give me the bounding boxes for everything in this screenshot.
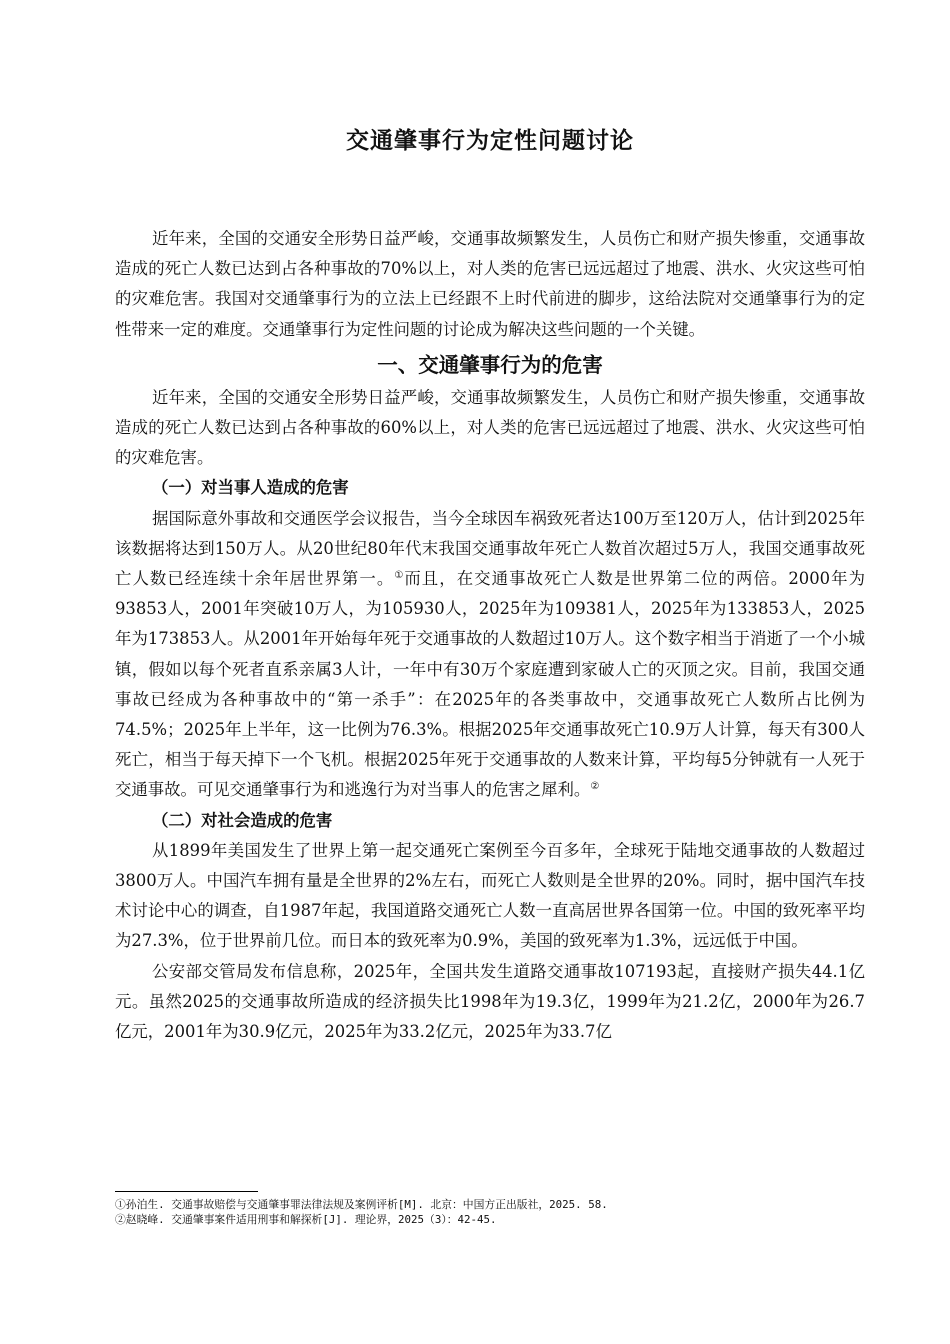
paragraph-text: 据国际意外事故和交通医学会议报告，当今全球因车祸致死者达100万至120万人，估计到2025年该数据将达到150万人。从20世纪80年代末我国交通事故年死亡人数首次超过5万人，我国交通事故死亡人数已经连续十余年居世界第一。	[115, 508, 865, 589]
paragraph-text: 而且，在交通事故死亡人数是世界第二位的两倍。2000年为93853人，2001年突破10万人，为105930人，2025年为109381人，2025年为133853人，2025年为173853人。从2001年开始每年死于交通事故的人数超过10万人。这个数字相当于消逝了一个小城镇，假如以每个死者直系亲属3人计，一年中有30万个家庭遭到家破人亡的灭顶之灾。目前，我国交通事故已经成为各种事故中的“第一杀手”：在2025年的各类事故中，交通事故死亡人数所占比例为74.5%；2025年上半年，这一比例为76.3%。根据2025年交通事故死亡10.9万人计算，每天有300人死亡，相当于每天掉下一个飞机。根据2025年死于交通事故的人数来计算，平均每5分钟就有一人死于交通事故。可见交通肇事行为和逃逸行为对当事人的危害之犀利。	[115, 569, 866, 800]
intro-paragraph: 近年来，全国的交通安全形势日益严峻，交通事故频繁发生，人员伤亡和财产损失惨重，交通事故造成的死亡人数已达到占各种事故的70%以上，对人类的危害已远远超过了地震、洪水、火灾这些可怕的灾难危害。我国对交通肇事行为的立法上已经跟不上时代前进的脚步，这给法院对交通肇事行为的定性带来一定的难度。交通肇事行为定性问题的讨论成为解决这些问题的一个关键。	[115, 229, 865, 339]
page-title: 交通肇事行为定性问题讨论	[346, 128, 634, 154]
section-paragraph: 近年来，全国的交通安全形势日益严峻，交通事故频繁发生，人员伤亡和财产损失惨重，交通事故造成的死亡人数已达到占各种事故的60%以上，对人类的危害已远远超过了地震、洪水、火灾这些可怕的灾难危害。	[115, 387, 865, 468]
subsection-paragraph-losses: 公安部交管局发布信息称，2025年，全国共发生道路交通事故107193起，直接财产损失44.1亿元。虽然2025的交通事故所造成的经济损失比1998年为19.3亿，1999年为21.2亿，2000年为26.7亿元，2001年为30.9亿元，2025年为33.2亿元，2025年为33.7亿	[115, 961, 865, 1042]
document-body	[115, 224, 865, 1047]
footnote-marker-1[interactable]: ①	[394, 570, 405, 582]
subsection-heading-parties: （一）对当事人造成的危害	[152, 478, 349, 498]
footnote-divider	[115, 1191, 258, 1192]
subsection-heading-society: （二）对社会造成的危害	[152, 810, 333, 830]
subsection-paragraph-parties	[115, 504, 865, 806]
footnote-marker-2[interactable]: ②	[590, 781, 600, 793]
footnotes	[115, 1197, 865, 1227]
section-heading-harm: 一、交通肇事行为的危害	[377, 352, 603, 377]
footnote-1: ①孙泊生. 交通事故赔偿与交通肇事罪法律法规及案例评析[M]. 北京：中国方正出版社，2025. 58.	[115, 1198, 608, 1211]
footnote-2: ②赵晓峰. 交通肇事案件适用刑事和解探析[J]. 理论界，2025（3）：42-45.	[115, 1213, 497, 1226]
subsection-paragraph-society: 从1899年美国发生了世界上第一起交通死亡案例至今百多年，全球死于陆地交通事故的人数超过3800万人。中国汽车拥有量是全世界的2%左右，而死亡人数则是全世界的20%。同时，据中国汽车技术讨论中心的调查，自1987年起，我国道路交通死亡人数一直高居世界各国第一位。中国的致死率平均为27.3%，位于世界前几位。而日本的致死率为0.9%，美国的致死率为1.3%，远远低于中国。	[115, 840, 865, 951]
